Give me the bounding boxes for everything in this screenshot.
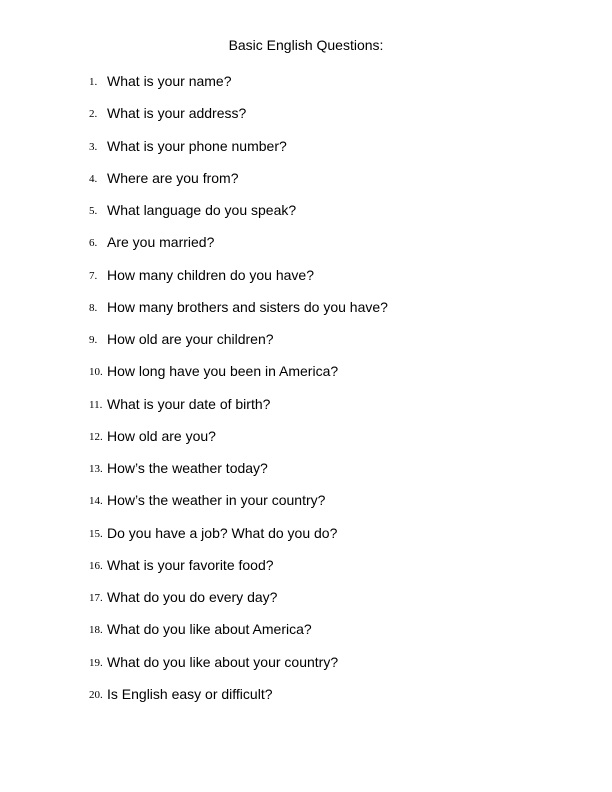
question-text: How’s the weather today? xyxy=(107,460,268,476)
question-number: 19. xyxy=(89,656,103,669)
page-title: Basic English Questions: xyxy=(228,37,384,53)
question-number: 5. xyxy=(89,205,98,217)
question-item xyxy=(89,619,388,651)
question-item xyxy=(89,168,388,200)
question-item xyxy=(89,103,388,135)
question-item xyxy=(89,555,388,587)
question-item xyxy=(89,458,388,490)
question-number: 14. xyxy=(89,495,103,508)
question-text: What language do you speak? xyxy=(107,202,297,218)
question-list xyxy=(89,71,388,716)
question-item xyxy=(89,361,388,393)
question-item xyxy=(89,684,388,716)
question-number: 17. xyxy=(89,592,103,604)
question-text: How long have you been in America? xyxy=(107,363,339,380)
question-number: 2. xyxy=(89,108,98,121)
question-text: Where are you from? xyxy=(107,169,239,186)
question-number: 12. xyxy=(89,430,103,443)
question-number: 7. xyxy=(89,269,98,282)
question-item xyxy=(89,587,388,619)
question-text: Is English easy or difficult? xyxy=(107,685,273,702)
question-text: What is your favorite food? xyxy=(107,556,274,573)
question-text: What do you like about your country? xyxy=(107,653,339,670)
question-text: How many children do you have? xyxy=(107,266,315,283)
question-number: 3. xyxy=(89,140,98,153)
question-number: 11. xyxy=(89,398,103,411)
question-item xyxy=(89,71,388,103)
question-text: What is your address? xyxy=(107,105,247,122)
question-text: How’s the weather in your country? xyxy=(107,492,326,509)
question-item xyxy=(89,329,388,361)
question-text: What is your date of birth? xyxy=(107,395,271,412)
question-text: Do you have a job? What do you do? xyxy=(107,524,338,541)
question-number: 6. xyxy=(89,237,98,250)
question-number: 1. xyxy=(89,76,98,88)
question-item xyxy=(89,426,388,458)
question-item xyxy=(89,652,388,684)
question-text: What do you do every day? xyxy=(107,589,278,605)
question-number: 20. xyxy=(89,688,103,701)
question-number: 4. xyxy=(89,172,98,185)
question-text: What is your phone number? xyxy=(107,137,287,154)
question-item xyxy=(89,490,388,522)
question-number: 15. xyxy=(89,527,103,540)
question-item xyxy=(89,523,388,555)
question-text: What is your name? xyxy=(107,73,232,89)
question-number: 8. xyxy=(89,301,98,314)
question-item xyxy=(89,200,388,232)
question-item xyxy=(89,297,388,329)
question-number: 9. xyxy=(89,334,98,346)
question-text: Are you married? xyxy=(107,234,215,251)
question-number: 16. xyxy=(89,559,103,572)
question-number: 10. xyxy=(89,366,103,379)
question-number: 13. xyxy=(89,463,103,475)
question-item xyxy=(89,232,388,264)
question-item xyxy=(89,394,388,426)
question-text: What do you like about America? xyxy=(107,621,312,638)
question-text: How old are your children? xyxy=(107,331,274,347)
question-text: How many brothers and sisters do you have? xyxy=(107,298,388,315)
question-item xyxy=(89,265,388,297)
question-item xyxy=(89,136,388,168)
question-text: How old are you? xyxy=(107,427,216,444)
question-number: 18. xyxy=(89,624,103,637)
